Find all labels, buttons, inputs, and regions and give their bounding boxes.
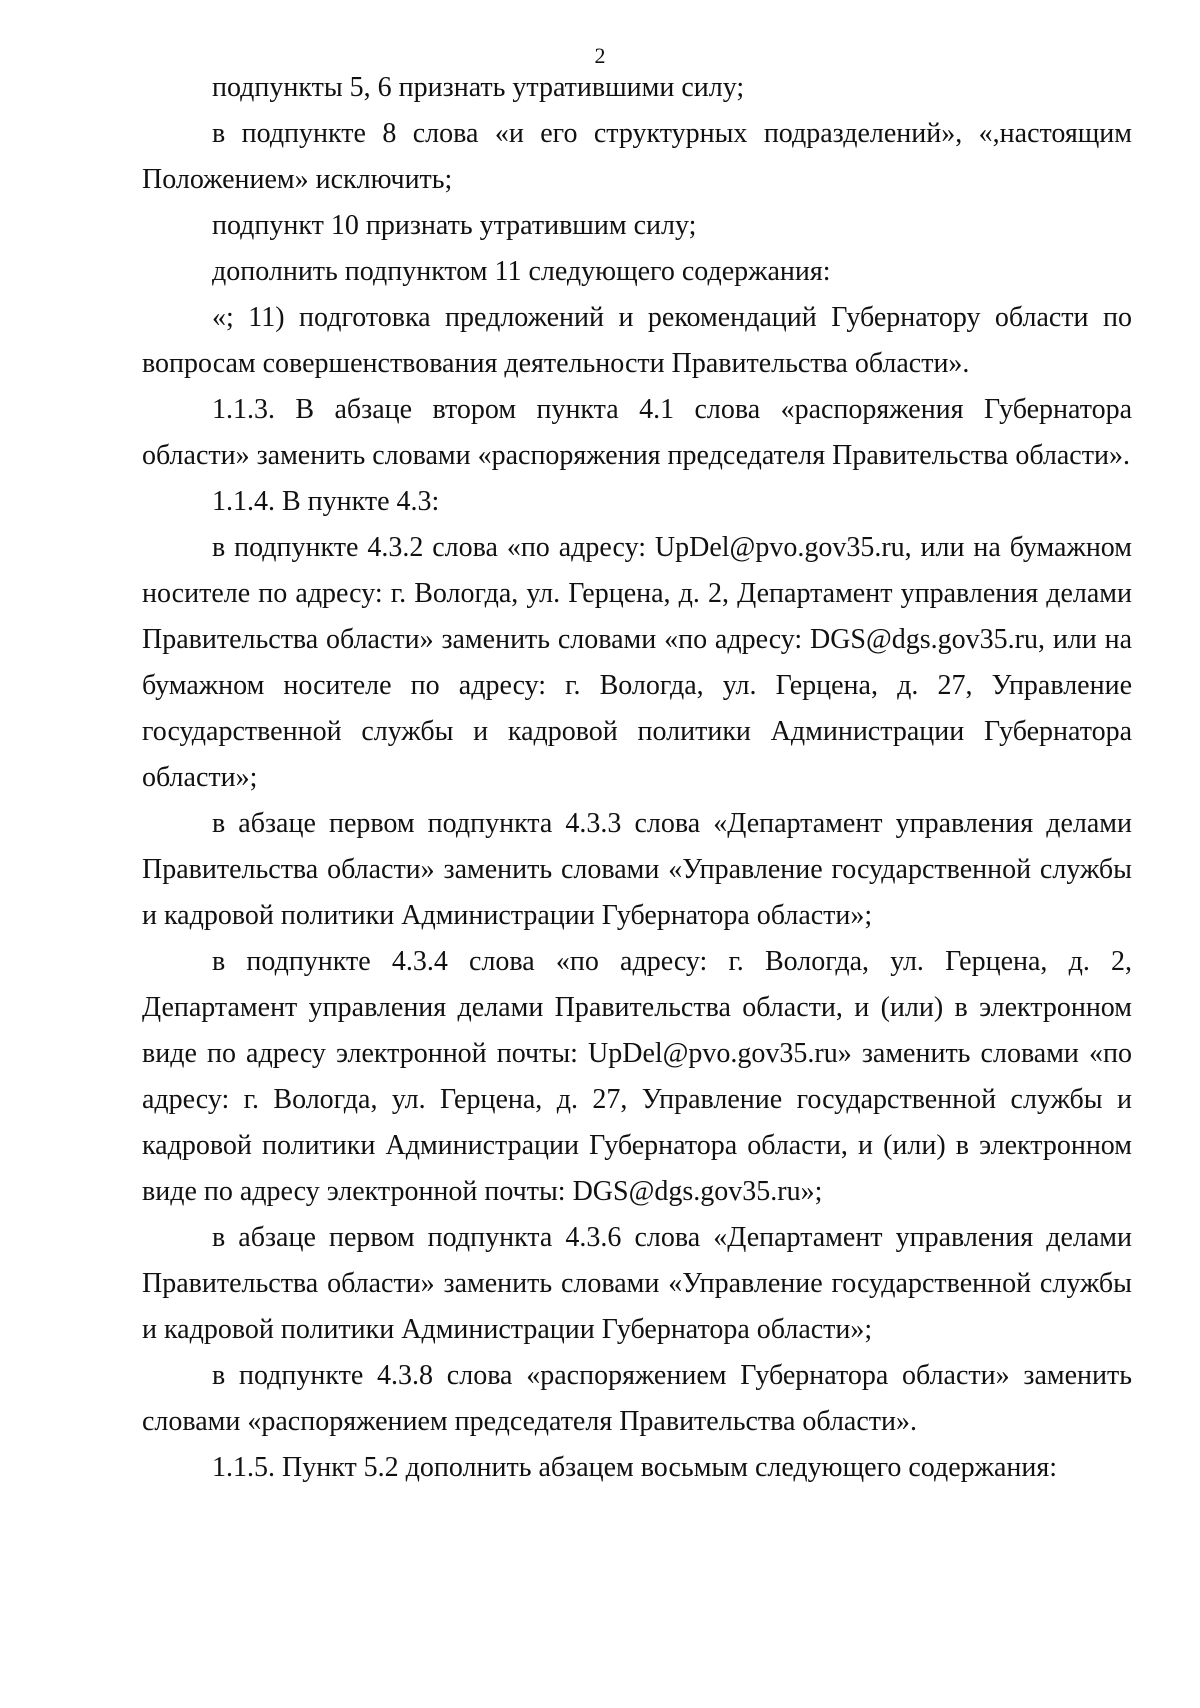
paragraph-10: в подпункте 4.3.4 слова «по адресу: г. Вологда, ул. Герцена, д. 2, Департамент управления делами Правительства области, и (или) в электронном виде по адресу электронной почты: UpDel@pvo.gov35.ru» заменить словами «по адресу: г. Вологда, ул. Герцена, д. 27, Управление государственной службы и кадровой политики Администрации Губернатора области, и (или) в электронном виде по адресу электронной почты: DGS@dgs.gov35.ru»; (142, 946, 1132, 1207)
paragraph-7: 1.1.4. В пункте 4.3: (212, 486, 440, 517)
page-number: 2 (594, 43, 606, 68)
paragraph-2: в подпункте 8 слова «и его структурных подразделений», «,настоящим Положением» исключить; (142, 118, 1132, 195)
paragraph-5: «; 11) подготовка предложений и рекомендаций Губернатору области по вопросам совершенствования деятельности Правительства области». (142, 302, 1132, 379)
paragraph-11: в абзаце первом подпункта 4.3.6 слова «Департамент управления делами Правительства области» заменить словами «Управление государственной службы и кадровой политики Администрации Губернатора области»; (142, 1222, 1132, 1345)
paragraph-1: подпункты 5, 6 признать утратившими силу; (212, 72, 745, 103)
paragraph-9: в абзаце первом подпункта 4.3.3 слова «Департамент управления делами Правительства области» заменить словами «Управление государственной службы и кадровой политики Администрации Губернатора области»; (142, 808, 1132, 931)
paragraph-6: 1.1.3. В абзаце втором пункта 4.1 слова «распоряжения Губернатора области» заменить словами «распоряжения председателя Правительства области». (142, 394, 1132, 471)
document-body (142, 65, 1132, 1491)
paragraph-13: 1.1.5. Пункт 5.2 дополнить абзацем восьмым следующего содержания: (212, 1452, 1058, 1483)
paragraph-3: подпункт 10 признать утратившим силу; (212, 210, 697, 241)
paragraph-8: в подпункте 4.3.2 слова «по адресу: UpDel@pvo.gov35.ru, или на бумажном носителе по адресу: г. Вологда, ул. Герцена, д. 2, Департамент управления делами Правительства области» заменить словами «по адресу: DGS@dgs.gov35.ru, или на бумажном носителе по адресу: г. Вологда, ул. Герцена, д. 27, Управление государственной службы и кадровой политики Администрации Губернатора области»; (142, 532, 1132, 793)
paragraph-12: в подпункте 4.3.8 слова «распоряжением Губернатора области» заменить словами «распоряжением председателя Правительства области». (142, 1360, 1132, 1437)
paragraph-4: дополнить подпунктом 11 следующего содержания: (212, 256, 831, 287)
